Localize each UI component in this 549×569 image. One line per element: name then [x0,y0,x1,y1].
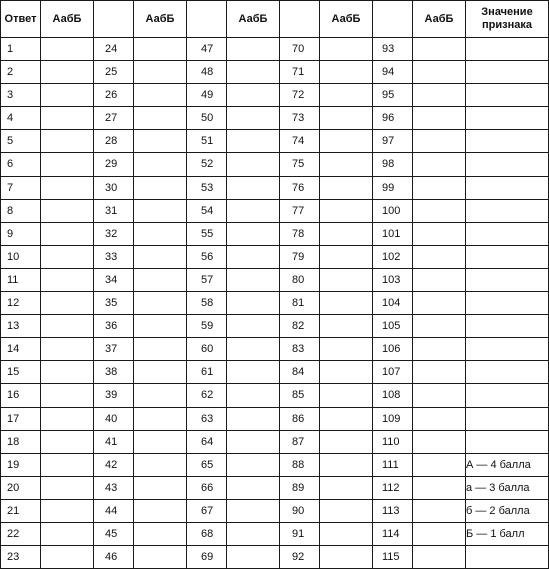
answer-cell[interactable] [41,546,94,569]
question-number: 46 [94,546,134,569]
question-number: 54 [187,199,227,222]
question-number: 109 [373,407,413,430]
answer-cell[interactable] [41,315,94,338]
question-number: 29 [94,153,134,176]
answer-column-header: Ответ [1,1,41,38]
answer-cell[interactable] [41,268,94,291]
answer-cell[interactable] [227,384,280,407]
question-number: 13 [1,315,41,338]
answer-cell[interactable] [41,130,94,153]
answer-cell[interactable] [227,130,280,153]
letter-column-header: АабБ [134,1,187,38]
question-number: 8 [1,199,41,222]
table-row [1,176,549,199]
question-number: 77 [280,199,320,222]
answer-cell[interactable] [413,453,466,476]
question-number: 72 [280,84,320,107]
answer-cell[interactable] [134,546,187,569]
answer-cell[interactable] [41,153,94,176]
question-number: 60 [187,338,227,361]
answer-cell[interactable] [227,407,280,430]
question-number: 96 [373,107,413,130]
answer-cell[interactable] [134,245,187,268]
question-number: 108 [373,384,413,407]
question-number: 56 [187,245,227,268]
table-row [1,245,549,268]
question-number: 64 [187,430,227,453]
question-number: 34 [94,268,134,291]
answer-cell[interactable] [320,546,373,569]
question-number: 31 [94,199,134,222]
feature-value-cell [466,222,549,245]
answer-cell[interactable] [134,338,187,361]
question-number: 30 [94,176,134,199]
question-number: 36 [94,315,134,338]
question-number: 68 [187,522,227,545]
answer-cell[interactable] [41,245,94,268]
answer-cell[interactable] [41,292,94,315]
answer-cell[interactable] [134,107,187,130]
answer-cell[interactable] [320,476,373,499]
question-number: 53 [187,176,227,199]
answer-cell[interactable] [134,315,187,338]
question-number: 67 [187,499,227,522]
question-number: 16 [1,384,41,407]
answer-cell[interactable] [227,107,280,130]
answer-cell[interactable] [320,292,373,315]
number-column-header [280,1,320,38]
question-number: 21 [1,499,41,522]
answer-cell[interactable] [413,315,466,338]
number-column-header [373,1,413,38]
answer-cell[interactable] [227,176,280,199]
answer-cell[interactable] [413,476,466,499]
answer-cell[interactable] [413,61,466,84]
table-row [1,199,549,222]
feature-value-cell: А — 4 балла [466,453,549,476]
feature-value-cell [466,546,549,569]
table-row [1,84,549,107]
answer-cell[interactable] [41,222,94,245]
answer-cell[interactable] [41,453,94,476]
answer-cell[interactable] [320,384,373,407]
question-number: 94 [373,61,413,84]
question-number: 59 [187,315,227,338]
question-number: 55 [187,222,227,245]
number-column-header [187,1,227,38]
answer-cell[interactable] [134,407,187,430]
answer-cell[interactable] [134,222,187,245]
question-number: 43 [94,476,134,499]
question-number: 75 [280,153,320,176]
answer-cell[interactable] [41,361,94,384]
question-number: 58 [187,292,227,315]
answer-cell[interactable] [320,499,373,522]
question-number: 84 [280,361,320,384]
answer-cell[interactable] [320,407,373,430]
table-row [1,38,549,61]
answer-cell[interactable] [41,476,94,499]
question-number: 79 [280,245,320,268]
question-number: 62 [187,384,227,407]
answer-cell[interactable] [134,84,187,107]
answer-cell[interactable] [227,546,280,569]
question-number: 88 [280,453,320,476]
feature-value-cell [466,292,549,315]
answer-cell[interactable] [227,453,280,476]
answer-cell[interactable] [41,430,94,453]
answer-cell[interactable] [320,130,373,153]
answer-cell[interactable] [41,84,94,107]
answer-cell[interactable] [227,245,280,268]
answer-cell[interactable] [41,38,94,61]
table-row [1,476,549,499]
answer-cell[interactable] [227,292,280,315]
answer-cell[interactable] [320,361,373,384]
question-number: 91 [280,522,320,545]
question-number: 17 [1,407,41,430]
answer-cell[interactable] [320,453,373,476]
answer-cell[interactable] [227,61,280,84]
question-number: 69 [187,546,227,569]
answer-cell[interactable] [413,522,466,545]
answer-cell[interactable] [413,499,466,522]
answer-cell[interactable] [413,384,466,407]
question-number: 22 [1,522,41,545]
question-number: 113 [373,499,413,522]
answer-cell[interactable] [320,153,373,176]
question-number: 25 [94,61,134,84]
question-number: 23 [1,546,41,569]
answer-cell[interactable] [41,176,94,199]
question-number: 97 [373,130,413,153]
question-number: 83 [280,338,320,361]
feature-value-cell [466,107,549,130]
answer-cell[interactable] [413,361,466,384]
feature-value-cell [466,245,549,268]
answer-cell[interactable] [134,499,187,522]
answer-cell[interactable] [41,384,94,407]
answer-cell[interactable] [320,245,373,268]
answer-cell[interactable] [134,476,187,499]
question-number: 102 [373,245,413,268]
question-number: 70 [280,38,320,61]
answer-cell[interactable] [413,130,466,153]
question-number: 48 [187,61,227,84]
feature-value-cell: б — 2 балла [466,499,549,522]
answer-cell[interactable] [413,268,466,291]
answer-cell[interactable] [320,268,373,291]
answer-cell[interactable] [320,176,373,199]
answer-cell[interactable] [134,453,187,476]
answer-cell[interactable] [41,61,94,84]
answer-cell[interactable] [320,84,373,107]
answer-cell[interactable] [227,38,280,61]
question-number: 87 [280,430,320,453]
question-number: 115 [373,546,413,569]
table-row [1,522,549,545]
table-row [1,107,549,130]
feature-value-cell [466,130,549,153]
answer-cell[interactable] [227,84,280,107]
answer-cell[interactable] [413,245,466,268]
question-number: 100 [373,199,413,222]
answer-cell[interactable] [413,38,466,61]
answer-cell[interactable] [227,430,280,453]
answer-cell[interactable] [413,292,466,315]
answer-cell[interactable] [227,338,280,361]
answer-cell[interactable] [41,407,94,430]
answer-sheet-body [1,38,549,569]
table-row [1,61,549,84]
question-number: 66 [187,476,227,499]
answer-cell[interactable] [413,546,466,569]
question-number: 9 [1,222,41,245]
question-number: 28 [94,130,134,153]
question-number: 40 [94,407,134,430]
question-number: 101 [373,222,413,245]
question-number: 106 [373,338,413,361]
question-number: 50 [187,107,227,130]
question-number: 3 [1,84,41,107]
question-number: 42 [94,453,134,476]
question-number: 35 [94,292,134,315]
answer-cell[interactable] [320,430,373,453]
feature-value-cell [466,338,549,361]
answer-cell[interactable] [134,522,187,545]
table-row [1,453,549,476]
answer-cell[interactable] [134,384,187,407]
question-number: 32 [94,222,134,245]
question-number: 57 [187,268,227,291]
question-number: 98 [373,153,413,176]
feature-value-cell: Б — 1 балл [466,522,549,545]
question-number: 76 [280,176,320,199]
question-number: 47 [187,38,227,61]
table-row [1,384,549,407]
feature-value-header: Значение признака [466,1,549,38]
answer-cell[interactable] [134,153,187,176]
answer-cell[interactable] [134,61,187,84]
answer-cell[interactable] [134,199,187,222]
answer-cell[interactable] [227,499,280,522]
letter-column-header: АабБ [41,1,94,38]
answer-cell[interactable] [41,107,94,130]
table-row [1,546,549,569]
question-number: 92 [280,546,320,569]
table-row [1,338,549,361]
answer-cell[interactable] [134,292,187,315]
feature-value-cell [466,61,549,84]
question-number: 103 [373,268,413,291]
feature-value-cell: а — 3 балла [466,476,549,499]
letter-column-header: АабБ [320,1,373,38]
question-number: 10 [1,245,41,268]
question-number: 61 [187,361,227,384]
answer-cell[interactable] [41,199,94,222]
answer-cell[interactable] [320,222,373,245]
question-number: 86 [280,407,320,430]
question-number: 95 [373,84,413,107]
question-number: 114 [373,522,413,545]
question-number: 104 [373,292,413,315]
question-number: 5 [1,130,41,153]
question-number: 111 [373,453,413,476]
answer-cell[interactable] [320,107,373,130]
question-number: 65 [187,453,227,476]
answer-cell[interactable] [227,268,280,291]
answer-cell[interactable] [413,84,466,107]
question-number: 71 [280,61,320,84]
feature-value-cell [466,84,549,107]
number-column-header [94,1,134,38]
answer-cell[interactable] [227,222,280,245]
answer-cell[interactable] [227,199,280,222]
question-number: 18 [1,430,41,453]
answer-cell[interactable] [413,222,466,245]
feature-value-cell [466,153,549,176]
question-number: 89 [280,476,320,499]
feature-value-cell [466,268,549,291]
question-number: 107 [373,361,413,384]
answer-cell[interactable] [413,407,466,430]
table-row [1,222,549,245]
answer-cell[interactable] [134,268,187,291]
question-number: 51 [187,130,227,153]
question-number: 110 [373,430,413,453]
answer-cell[interactable] [134,176,187,199]
question-number: 7 [1,176,41,199]
answer-cell[interactable] [320,199,373,222]
answer-cell[interactable] [227,361,280,384]
question-number: 74 [280,130,320,153]
question-number: 19 [1,453,41,476]
table-row [1,292,549,315]
feature-value-cell [466,361,549,384]
answer-cell[interactable] [41,499,94,522]
answer-cell[interactable] [227,315,280,338]
letter-column-header: АабБ [413,1,466,38]
letter-column-header: АабБ [227,1,280,38]
feature-value-cell [466,315,549,338]
answer-cell[interactable] [134,38,187,61]
feature-value-cell [466,199,549,222]
answer-cell[interactable] [413,107,466,130]
question-number: 41 [94,430,134,453]
question-number: 1 [1,38,41,61]
answer-cell[interactable] [320,338,373,361]
question-number: 112 [373,476,413,499]
question-number: 12 [1,292,41,315]
question-number: 80 [280,268,320,291]
table-row [1,153,549,176]
question-number: 26 [94,84,134,107]
question-number: 44 [94,499,134,522]
question-number: 4 [1,107,41,130]
answer-cell[interactable] [413,430,466,453]
answer-cell[interactable] [320,38,373,61]
question-number: 93 [373,38,413,61]
answer-cell[interactable] [134,130,187,153]
table-row [1,315,549,338]
question-number: 37 [94,338,134,361]
feature-value-cell [466,38,549,61]
question-number: 2 [1,61,41,84]
question-number: 11 [1,268,41,291]
question-number: 6 [1,153,41,176]
question-number: 63 [187,407,227,430]
question-number: 39 [94,384,134,407]
table-row [1,130,549,153]
question-number: 82 [280,315,320,338]
answer-cell[interactable] [227,153,280,176]
question-number: 15 [1,361,41,384]
question-number: 78 [280,222,320,245]
answer-cell[interactable] [41,522,94,545]
question-number: 38 [94,361,134,384]
question-number: 49 [187,84,227,107]
question-number: 27 [94,107,134,130]
question-number: 81 [280,292,320,315]
feature-value-cell [466,384,549,407]
table-row [1,361,549,384]
question-number: 85 [280,384,320,407]
question-number: 73 [280,107,320,130]
answer-cell[interactable] [320,315,373,338]
question-number: 52 [187,153,227,176]
answer-cell[interactable] [413,199,466,222]
feature-value-cell [466,430,549,453]
answer-cell[interactable] [227,476,280,499]
table-row [1,430,549,453]
answer-cell[interactable] [320,61,373,84]
question-number: 24 [94,38,134,61]
answer-cell[interactable] [41,338,94,361]
table-row [1,499,549,522]
answer-cell[interactable] [413,153,466,176]
question-number: 90 [280,499,320,522]
question-number: 99 [373,176,413,199]
answer-cell[interactable] [134,361,187,384]
question-number: 20 [1,476,41,499]
question-number: 105 [373,315,413,338]
question-number: 33 [94,245,134,268]
table-row [1,268,549,291]
answer-cell[interactable] [320,522,373,545]
answer-cell[interactable] [227,522,280,545]
answer-cell[interactable] [413,176,466,199]
question-number: 45 [94,522,134,545]
answer-cell[interactable] [413,338,466,361]
table-row [1,407,549,430]
feature-value-cell [466,176,549,199]
feature-value-cell [466,407,549,430]
answer-cell[interactable] [134,430,187,453]
header-row [1,1,549,38]
question-number: 14 [1,338,41,361]
